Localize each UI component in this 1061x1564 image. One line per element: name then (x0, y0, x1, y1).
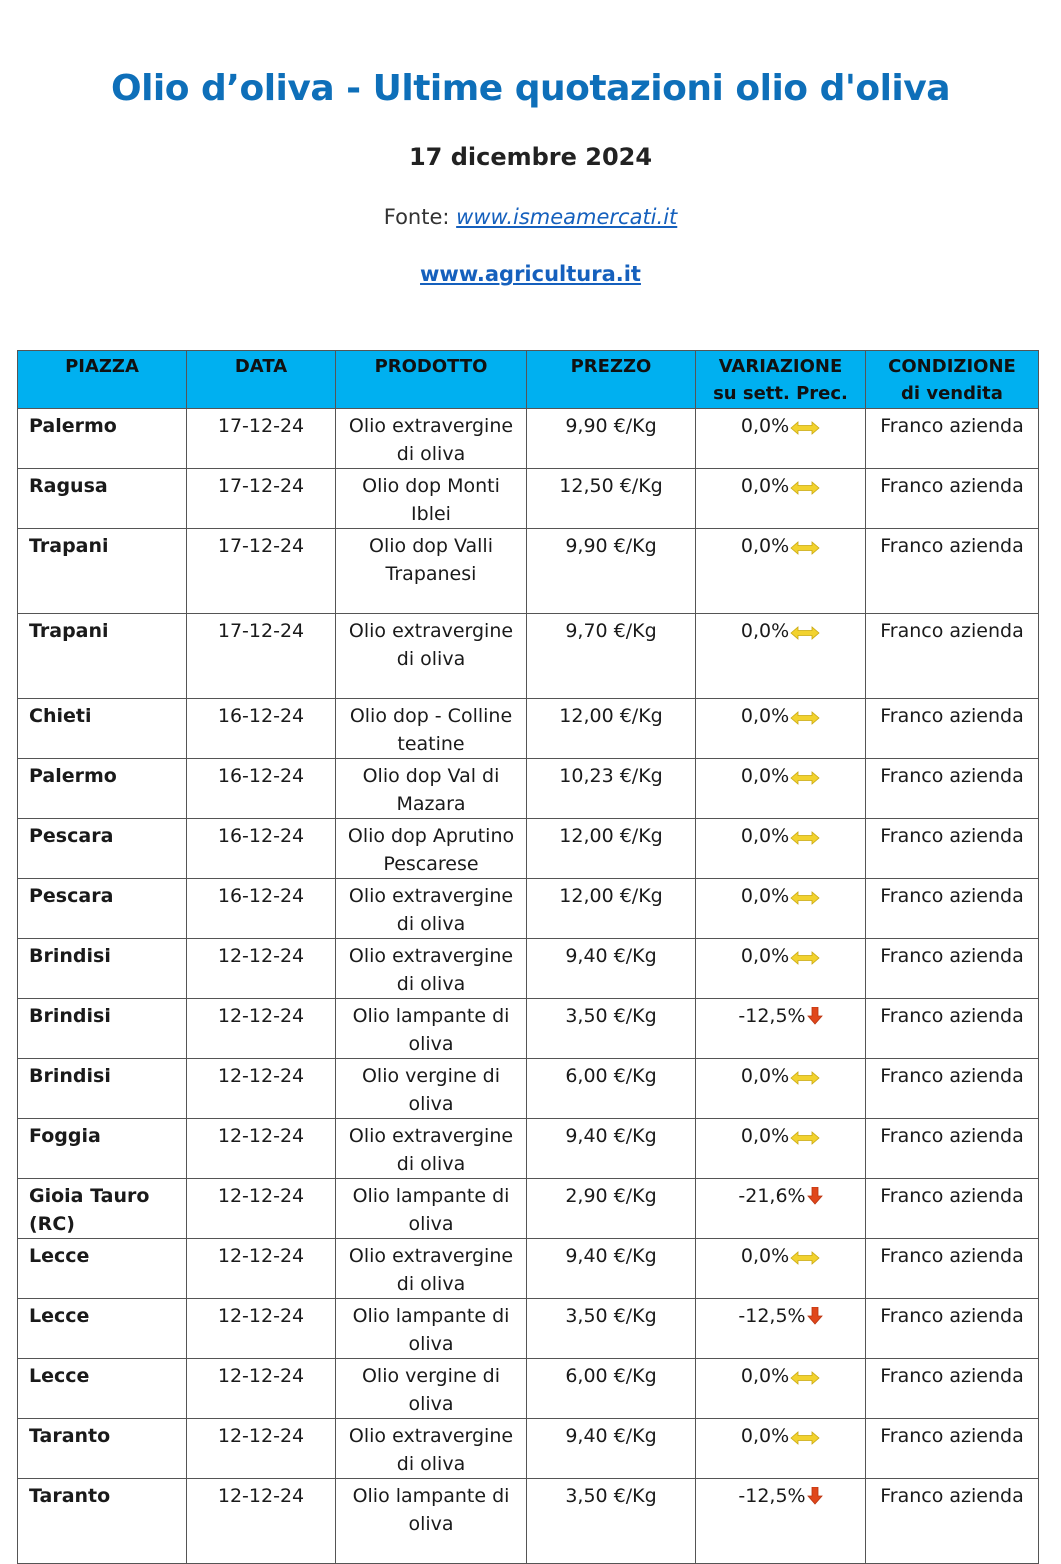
cell-variazione-text: -12,5% (738, 1305, 806, 1327)
price-table (17, 350, 1039, 1564)
table-header-row (18, 351, 1039, 409)
stable-arrow-icon (790, 705, 820, 733)
cell-variazione-text: 0,0% (740, 1065, 790, 1087)
cell-piazza-text: Lecce (29, 1365, 90, 1387)
cell-data-text: 16-12-24 (217, 765, 305, 787)
col-header-variazione (696, 351, 866, 409)
cell-prezzo (527, 1239, 696, 1299)
cell-prezzo-text: 3,50 €/Kg (565, 1485, 657, 1507)
cell-piazza-text: Trapani (29, 535, 109, 557)
cell-variazione (696, 1119, 866, 1179)
cell-data (187, 1359, 336, 1419)
cell-prodotto (336, 759, 527, 819)
cell-prodotto-text: Olio extravergine di oliva (348, 1245, 514, 1295)
table-row (18, 409, 1039, 469)
cell-piazza-text: Palermo (29, 765, 117, 787)
cell-prezzo (527, 1359, 696, 1419)
down-arrow-icon (807, 1005, 823, 1033)
cell-data (187, 529, 336, 614)
cell-prezzo-text: 2,90 €/Kg (565, 1185, 657, 1207)
cell-condizione-text: Franco azienda (880, 885, 1024, 907)
cell-prezzo (527, 1059, 696, 1119)
cell-prezzo (527, 1419, 696, 1479)
cell-piazza-text: Chieti (29, 705, 92, 727)
col-header-variazione-line1: VARIAZIONE (718, 356, 843, 377)
cell-variazione (696, 409, 866, 469)
cell-prodotto-text: Olio vergine di oliva (361, 1065, 501, 1115)
cell-piazza-text: Ragusa (29, 475, 108, 497)
cell-condizione-text: Franco azienda (880, 1185, 1024, 1207)
table-row (18, 529, 1039, 614)
cell-piazza-text: Brindisi (29, 1065, 111, 1087)
cell-prezzo-text: 9,90 €/Kg (565, 535, 657, 557)
table-row (18, 939, 1039, 999)
cell-data (187, 1419, 336, 1479)
cell-prodotto-text: Olio extravergine di oliva (348, 1125, 514, 1175)
cell-condizione-text: Franco azienda (880, 1485, 1024, 1507)
stable-arrow-icon (790, 1245, 820, 1273)
cell-data-text: 17-12-24 (217, 620, 305, 642)
cell-piazza (18, 879, 187, 939)
cell-condizione (866, 759, 1039, 819)
cell-data (187, 759, 336, 819)
cell-condizione (866, 1299, 1039, 1359)
cell-variazione (696, 1479, 866, 1564)
cell-variazione-text: 0,0% (740, 415, 790, 437)
cell-piazza (18, 1419, 187, 1479)
cell-prodotto (336, 1119, 527, 1179)
cell-condizione (866, 1359, 1039, 1419)
cell-variazione-text: 0,0% (740, 945, 790, 967)
cell-variazione-text: 0,0% (740, 705, 790, 727)
cell-condizione (866, 1419, 1039, 1479)
cell-data-text: 12-12-24 (217, 1305, 305, 1327)
cell-prodotto-text: Olio lampante di oliva (352, 1485, 510, 1535)
cell-variazione (696, 1179, 866, 1239)
table-row (18, 1419, 1039, 1479)
cell-prodotto (336, 469, 527, 529)
cell-piazza-text: Taranto (29, 1485, 111, 1507)
cell-condizione-text: Franco azienda (880, 1305, 1024, 1327)
cell-condizione-text: Franco azienda (880, 1065, 1024, 1087)
stable-arrow-icon (790, 1425, 820, 1453)
cell-variazione (696, 529, 866, 614)
cell-variazione (696, 1359, 866, 1419)
cell-prodotto-text: Olio dop Valli Trapanesi (369, 535, 493, 585)
cell-prodotto-text: Olio dop - Colline teatine (349, 705, 513, 755)
cell-prezzo-text: 6,00 €/Kg (565, 1365, 657, 1387)
cell-prezzo (527, 819, 696, 879)
cell-condizione (866, 1179, 1039, 1239)
cell-variazione-text: 0,0% (740, 620, 790, 642)
cell-data (187, 939, 336, 999)
down-arrow-icon (807, 1485, 823, 1513)
cell-piazza-text: Lecce (29, 1245, 90, 1267)
site-link[interactable]: www.agricultura.it (420, 262, 641, 286)
cell-piazza (18, 1359, 187, 1419)
cell-prezzo (527, 409, 696, 469)
cell-variazione (696, 1059, 866, 1119)
cell-piazza (18, 1299, 187, 1359)
cell-piazza (18, 469, 187, 529)
cell-piazza (18, 999, 187, 1059)
cell-condizione-text: Franco azienda (880, 765, 1024, 787)
cell-piazza (18, 614, 187, 699)
cell-prodotto-text: Olio dop Monti Iblei (362, 475, 500, 525)
cell-prodotto-text: Olio extravergine di oliva (348, 415, 514, 465)
cell-data (187, 999, 336, 1059)
cell-piazza (18, 1179, 187, 1239)
cell-piazza-text: Foggia (29, 1125, 101, 1147)
cell-prodotto (336, 699, 527, 759)
table-body (18, 409, 1039, 1564)
cell-variazione (696, 1239, 866, 1299)
cell-variazione-text: -21,6% (738, 1185, 806, 1207)
cell-data (187, 1059, 336, 1119)
cell-prezzo-text: 9,40 €/Kg (565, 945, 657, 967)
cell-prodotto (336, 1479, 527, 1564)
cell-prodotto (336, 409, 527, 469)
cell-condizione-text: Franco azienda (880, 475, 1024, 497)
cell-condizione-text: Franco azienda (880, 1245, 1024, 1267)
cell-variazione (696, 1299, 866, 1359)
cell-prezzo-text: 12,00 €/Kg (559, 885, 663, 907)
cell-condizione (866, 939, 1039, 999)
cell-condizione-text: Franco azienda (880, 415, 1024, 437)
cell-variazione (696, 759, 866, 819)
cell-prezzo (527, 699, 696, 759)
cell-condizione-text: Franco azienda (880, 1125, 1024, 1147)
cell-piazza (18, 939, 187, 999)
cell-data (187, 1479, 336, 1564)
cell-piazza-text: Pescara (29, 885, 114, 907)
table-row (18, 614, 1039, 699)
cell-piazza (18, 1119, 187, 1179)
cell-prezzo-text: 9,40 €/Kg (565, 1245, 657, 1267)
cell-prezzo-text: 12,50 €/Kg (559, 475, 663, 497)
cell-data-text: 12-12-24 (217, 1425, 305, 1447)
cell-variazione-text: 0,0% (740, 825, 790, 847)
cell-piazza (18, 1479, 187, 1564)
cell-condizione-text: Franco azienda (880, 1425, 1024, 1447)
cell-variazione (696, 699, 866, 759)
cell-prodotto-text: Olio dop Val di Mazara (362, 765, 500, 815)
cell-condizione (866, 529, 1039, 614)
cell-variazione (696, 819, 866, 879)
cell-condizione (866, 409, 1039, 469)
cell-condizione (866, 1119, 1039, 1179)
cell-prodotto (336, 529, 527, 614)
col-header-condizione-line2: di vendita (901, 383, 1003, 404)
stable-arrow-icon (790, 475, 820, 503)
stable-arrow-icon (790, 825, 820, 853)
page-title: Olio d’oliva - Ultime quotazioni olio d'oliva (110, 68, 951, 109)
cell-data (187, 1179, 336, 1239)
cell-prezzo (527, 1299, 696, 1359)
site-line (0, 262, 1061, 286)
cell-data-text: 12-12-24 (217, 1245, 305, 1267)
cell-piazza (18, 1059, 187, 1119)
cell-prodotto (336, 1299, 527, 1359)
cell-prezzo-text: 9,40 €/Kg (565, 1425, 657, 1447)
cell-variazione-text: 0,0% (740, 1365, 790, 1387)
cell-prezzo (527, 879, 696, 939)
table-row (18, 1179, 1039, 1239)
table-row (18, 469, 1039, 529)
cell-data-text: 12-12-24 (217, 1485, 305, 1507)
table-row (18, 699, 1039, 759)
cell-prezzo (527, 529, 696, 614)
cell-variazione-text: 0,0% (740, 885, 790, 907)
table-row (18, 759, 1039, 819)
cell-variazione-text: 0,0% (740, 535, 790, 557)
cell-prezzo (527, 939, 696, 999)
cell-prezzo (527, 469, 696, 529)
cell-condizione (866, 1479, 1039, 1564)
cell-piazza (18, 529, 187, 614)
cell-variazione-text: 0,0% (740, 1245, 790, 1267)
cell-variazione (696, 939, 866, 999)
cell-condizione (866, 879, 1039, 939)
cell-prodotto (336, 879, 527, 939)
cell-piazza-text: Gioia Tauro (RC) (29, 1185, 150, 1235)
cell-prezzo-text: 9,40 €/Kg (565, 1125, 657, 1147)
cell-condizione (866, 819, 1039, 879)
down-arrow-icon (807, 1305, 823, 1333)
cell-prezzo (527, 614, 696, 699)
stable-arrow-icon (790, 535, 820, 563)
cell-data (187, 614, 336, 699)
cell-variazione (696, 1419, 866, 1479)
col-header-prezzo: PREZZO (527, 351, 696, 409)
cell-piazza (18, 819, 187, 879)
table-row (18, 999, 1039, 1059)
cell-data (187, 819, 336, 879)
stable-arrow-icon (790, 945, 820, 973)
cell-piazza-text: Lecce (29, 1305, 90, 1327)
cell-prodotto-text: Olio extravergine di oliva (348, 885, 514, 935)
col-header-data: DATA (187, 351, 336, 409)
table-row (18, 1239, 1039, 1299)
cell-condizione-text: Franco azienda (880, 620, 1024, 642)
cell-data-text: 12-12-24 (217, 945, 305, 967)
cell-variazione-text: 0,0% (740, 765, 790, 787)
cell-piazza-text: Brindisi (29, 1005, 111, 1027)
cell-condizione (866, 469, 1039, 529)
cell-condizione (866, 1239, 1039, 1299)
cell-prezzo-text: 9,70 €/Kg (565, 620, 657, 642)
cell-condizione (866, 1059, 1039, 1119)
cell-prodotto-text: Olio lampante di oliva (352, 1305, 510, 1355)
stable-arrow-icon (790, 765, 820, 793)
cell-prezzo-text: 3,50 €/Kg (565, 1305, 657, 1327)
cell-prodotto (336, 614, 527, 699)
cell-data-text: 17-12-24 (217, 535, 305, 557)
cell-prezzo-text: 10,23 €/Kg (559, 765, 663, 787)
col-header-prodotto: PRODOTTO (336, 351, 527, 409)
cell-piazza (18, 699, 187, 759)
table-row (18, 1479, 1039, 1564)
stable-arrow-icon (790, 885, 820, 913)
cell-variazione (696, 614, 866, 699)
down-arrow-icon (807, 1185, 823, 1213)
cell-data-text: 16-12-24 (217, 825, 305, 847)
cell-data-text: 12-12-24 (217, 1365, 305, 1387)
source-line (0, 205, 1061, 229)
cell-piazza-text: Palermo (29, 415, 117, 437)
cell-prodotto (336, 819, 527, 879)
cell-piazza (18, 409, 187, 469)
cell-variazione-text: -12,5% (738, 1005, 806, 1027)
cell-data (187, 879, 336, 939)
cell-prodotto-text: Olio extravergine di oliva (348, 620, 514, 670)
cell-condizione-text: Franco azienda (880, 945, 1024, 967)
cell-piazza (18, 759, 187, 819)
stable-arrow-icon (790, 1365, 820, 1393)
cell-variazione-text: -12,5% (738, 1485, 806, 1507)
cell-variazione (696, 469, 866, 529)
cell-prezzo-text: 3,50 €/Kg (565, 1005, 657, 1027)
cell-prodotto-text: Olio dop Aprutino Pescarese (347, 825, 515, 875)
cell-data (187, 469, 336, 529)
cell-data (187, 1119, 336, 1179)
cell-piazza-text: Brindisi (29, 945, 111, 967)
cell-variazione (696, 879, 866, 939)
cell-prodotto-text: Olio extravergine di oliva (348, 945, 514, 995)
table-row (18, 1299, 1039, 1359)
cell-data (187, 409, 336, 469)
cell-condizione-text: Franco azienda (880, 1005, 1024, 1027)
cell-condizione-text: Franco azienda (880, 1365, 1024, 1387)
cell-piazza (18, 1239, 187, 1299)
cell-data-text: 17-12-24 (217, 475, 305, 497)
cell-prezzo (527, 1119, 696, 1179)
source-link[interactable]: www.ismeamercati.it (456, 205, 678, 229)
cell-prezzo (527, 1179, 696, 1239)
cell-data-text: 12-12-24 (217, 1185, 305, 1207)
col-header-piazza: PIAZZA (18, 351, 187, 409)
col-header-variazione-line2: su sett. Prec. (713, 383, 848, 404)
stable-arrow-icon (790, 1125, 820, 1153)
cell-prodotto (336, 1359, 527, 1419)
cell-piazza-text: Pescara (29, 825, 114, 847)
cell-data-text: 17-12-24 (217, 415, 305, 437)
source-label: Fonte: (383, 205, 457, 229)
cell-variazione-text: 0,0% (740, 1425, 790, 1447)
cell-prodotto-text: Olio extravergine di oliva (348, 1425, 514, 1475)
cell-condizione-text: Franco azienda (880, 705, 1024, 727)
cell-data-text: 16-12-24 (217, 705, 305, 727)
cell-prodotto (336, 1059, 527, 1119)
cell-prezzo-text: 12,00 €/Kg (559, 705, 663, 727)
cell-variazione-text: 0,0% (740, 475, 790, 497)
cell-data-text: 12-12-24 (217, 1125, 305, 1147)
table-row (18, 819, 1039, 879)
cell-variazione (696, 999, 866, 1059)
cell-data-text: 16-12-24 (217, 885, 305, 907)
table-row (18, 1119, 1039, 1179)
cell-data-text: 12-12-24 (217, 1005, 305, 1027)
col-header-condizione (866, 351, 1039, 409)
cell-prezzo (527, 1479, 696, 1564)
cell-prodotto (336, 1179, 527, 1239)
cell-condizione (866, 699, 1039, 759)
cell-piazza-text: Taranto (29, 1425, 111, 1447)
cell-condizione-text: Franco azienda (880, 535, 1024, 557)
cell-data (187, 1299, 336, 1359)
cell-prodotto (336, 1239, 527, 1299)
table-row (18, 1359, 1039, 1419)
cell-prodotto (336, 999, 527, 1059)
cell-prezzo-text: 9,90 €/Kg (565, 415, 657, 437)
cell-condizione-text: Franco azienda (880, 825, 1024, 847)
cell-prezzo-text: 6,00 €/Kg (565, 1065, 657, 1087)
stable-arrow-icon (790, 1065, 820, 1093)
cell-prodotto (336, 939, 527, 999)
cell-variazione-text: 0,0% (740, 1125, 790, 1147)
cell-prezzo (527, 999, 696, 1059)
cell-data (187, 699, 336, 759)
cell-prodotto-text: Olio vergine di oliva (361, 1365, 501, 1415)
cell-piazza-text: Trapani (29, 620, 109, 642)
cell-data-text: 12-12-24 (217, 1065, 305, 1087)
cell-prodotto-text: Olio lampante di oliva (352, 1005, 510, 1055)
col-header-condizione-line1: CONDIZIONE (888, 356, 1016, 377)
cell-prezzo (527, 759, 696, 819)
table-row (18, 879, 1039, 939)
cell-data (187, 1239, 336, 1299)
cell-prodotto (336, 1419, 527, 1479)
stable-arrow-icon (790, 415, 820, 443)
cell-prezzo-text: 12,00 €/Kg (559, 825, 663, 847)
stable-arrow-icon (790, 620, 820, 648)
cell-condizione (866, 614, 1039, 699)
cell-prodotto-text: Olio lampante di oliva (352, 1185, 510, 1235)
table-row (18, 1059, 1039, 1119)
cell-condizione (866, 999, 1039, 1059)
report-date: 17 dicembre 2024 (408, 143, 653, 171)
